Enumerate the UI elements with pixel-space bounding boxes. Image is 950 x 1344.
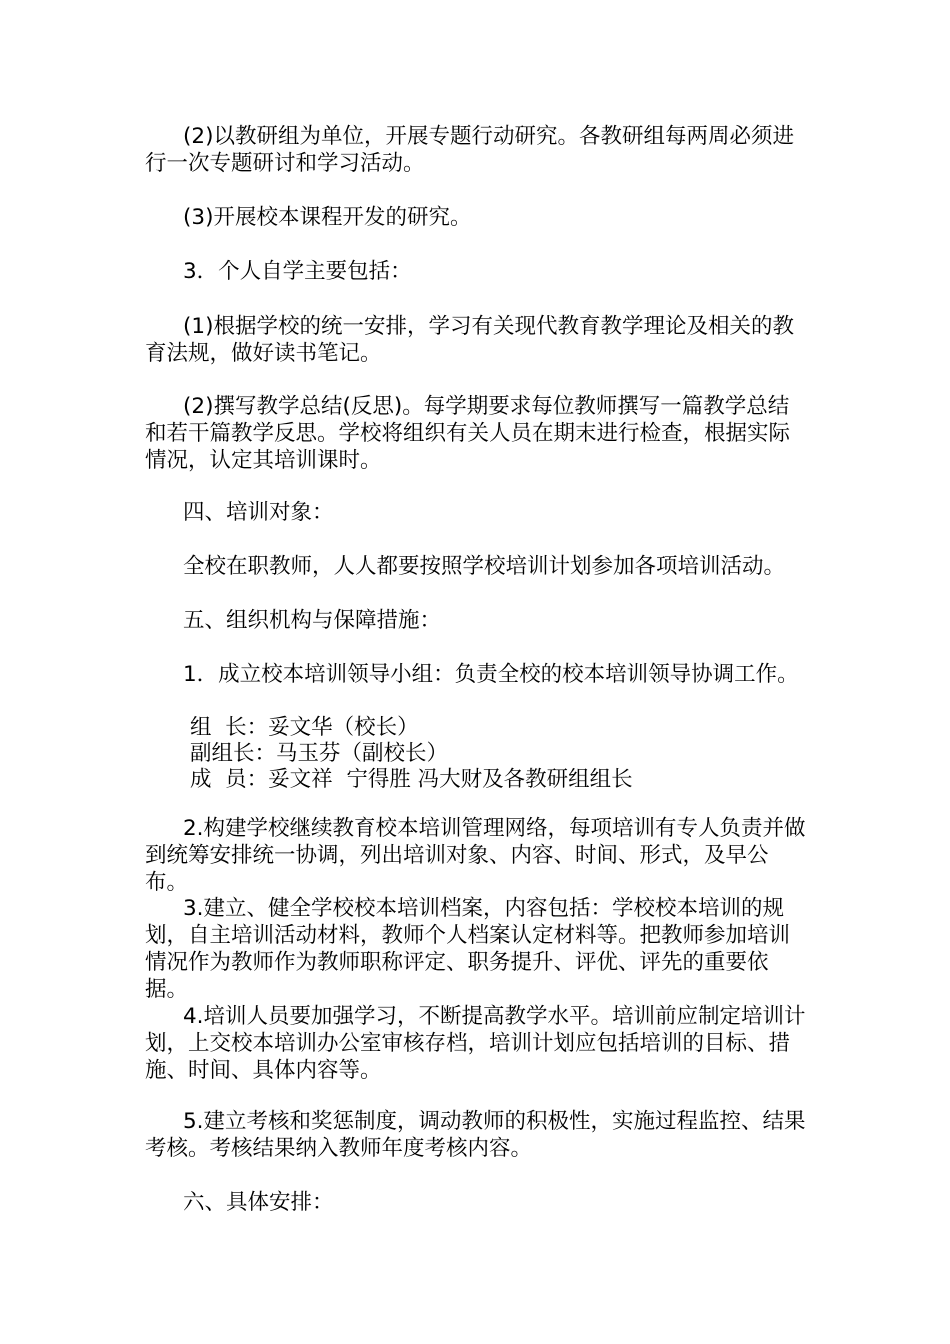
paragraph-training-target: 全校在职教师，人人都要按照学校培训计划参加各项培训活动。 [183,554,786,579]
paragraph-training-staff: 4.培训人员要加强学习，不断提高教学水平。培训前应制定培训计划，上交校本培训办公室审核存档，培训计划应包括培训的目标、措施、时间、具体内容等。 [145,1004,806,1083]
heading-training-target: 四、培训对象： [183,500,334,525]
paragraph-management-network: 2.构建学校继续教育校本培训管理网络，每项培训有专人负责并做到统筹安排统一协调，列出培训对象、内容、时间、形式，及早公布。 [145,816,806,895]
paragraph-curriculum-development: (3)开展校本课程开发的研究。 [183,205,472,230]
roster-leader: 组 长：妥文华（校长） [190,715,419,740]
heading-specific-arrangements: 六、具体安排： [183,1190,334,1215]
paragraph-training-archive: 3.建立、健全学校校本培训档案，内容包括：学校校本培训的规划，自主培训活动材料，教师个人档案认定材料等。把教师参加培训情况作为教师作为教师职称评定、职务提升、评优、评先的重要依据。 [145,896,791,1002]
paragraph-self-study-reflection: (2)撰写教学总结(反思)。每学期要求每位教师撰写一篇教学总结和若干篇教学反思。学校将组织有关人员在期末进行检查，根据实际情况，认定其培训课时。 [145,394,791,473]
heading-self-study: 3．个人自学主要包括： [183,259,412,284]
roster-members: 成 员：妥文祥 宁得胜 冯大财及各教研组组长 [190,767,633,792]
roster-deputy-leader: 副组长：马玉芬（副校长） [190,741,449,766]
paragraph-leadership-group: 1．成立校本培训领导小组：负责全校的校本培训领导协调工作。 [183,662,799,687]
paragraph-study-group-research: (2)以教研组为单位，开展专题行动研究。各教研组每两周必须进行一次专题研讨和学习活动。 [145,124,794,176]
paragraph-self-study-reading: (1)根据学校的统一安排，学习有关现代教育教学理论及相关的教育法规，做好读书笔记。 [145,314,794,366]
heading-organization: 五、组织机构与保障措施： [183,608,442,633]
paragraph-assessment-system: 5.建立考核和奖惩制度，调动教师的积极性，实施过程监控、结果考核。考核结果纳入教师年度考核内容。 [145,1109,806,1161]
